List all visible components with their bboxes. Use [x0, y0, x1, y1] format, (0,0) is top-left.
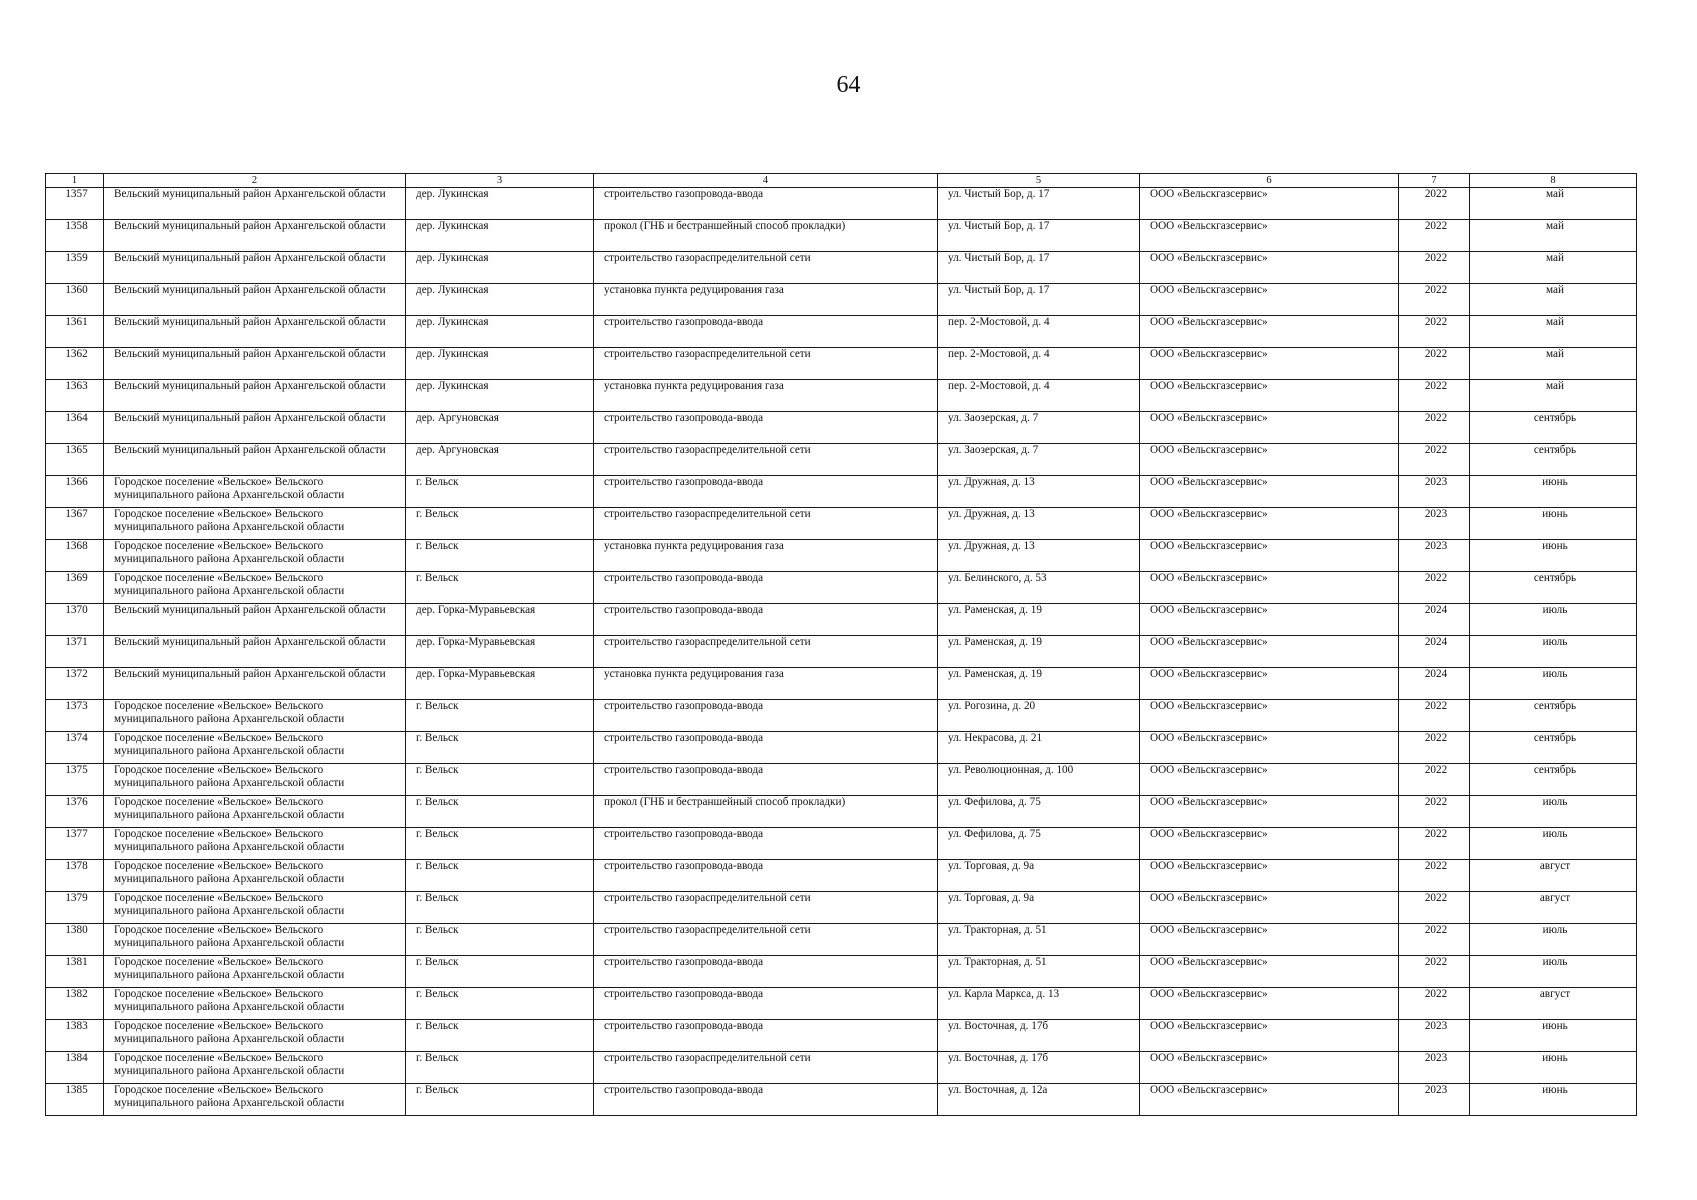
cell-work-type: строительство газопровода-ввода	[594, 700, 938, 732]
column-header: 2	[104, 174, 406, 188]
cell-address: ул. Заозерская, д. 7	[938, 412, 1140, 444]
cell-address: ул. Раменская, д. 19	[938, 636, 1140, 668]
cell-address: ул. Восточная, д. 12а	[938, 1084, 1140, 1116]
cell-municipality: Городское поселение «Вельское» Вельского муниципального района Архангельской области	[104, 988, 406, 1020]
cell-row-number: 1382	[46, 988, 104, 1020]
cell-locality: г. Вельск	[406, 892, 594, 924]
cell-row-number: 1380	[46, 924, 104, 956]
cell-organization: ООО «Вельскгазсервис»	[1140, 988, 1399, 1020]
cell-organization: ООО «Вельскгазсервис»	[1140, 860, 1399, 892]
cell-municipality: Вельский муниципальный район Архангельской области	[104, 668, 406, 700]
cell-address: ул. Восточная, д. 17б	[938, 1020, 1140, 1052]
cell-year: 2023	[1399, 476, 1470, 508]
cell-year: 2022	[1399, 220, 1470, 252]
cell-locality: дер. Горка-Муравьевская	[406, 668, 594, 700]
cell-year: 2022	[1399, 732, 1470, 764]
column-header: 8	[1470, 174, 1637, 188]
cell-work-type: прокол (ГНБ и бестраншейный способ прокладки)	[594, 220, 938, 252]
cell-row-number: 1363	[46, 380, 104, 412]
cell-locality: дер. Лукинская	[406, 188, 594, 220]
table-row	[46, 1052, 1637, 1084]
column-header: 6	[1140, 174, 1399, 188]
cell-address: пер. 2-Мостовой, д. 4	[938, 316, 1140, 348]
table-row	[46, 764, 1637, 796]
table-row	[46, 220, 1637, 252]
cell-locality: дер. Лукинская	[406, 348, 594, 380]
cell-organization: ООО «Вельскгазсервис»	[1140, 316, 1399, 348]
cell-row-number: 1370	[46, 604, 104, 636]
table-row	[46, 508, 1637, 540]
cell-organization: ООО «Вельскгазсервис»	[1140, 476, 1399, 508]
cell-municipality: Городское поселение «Вельское» Вельского муниципального района Архангельской области	[104, 796, 406, 828]
cell-organization: ООО «Вельскгазсервис»	[1140, 732, 1399, 764]
cell-row-number: 1364	[46, 412, 104, 444]
cell-organization: ООО «Вельскгазсервис»	[1140, 700, 1399, 732]
cell-organization: ООО «Вельскгазсервис»	[1140, 668, 1399, 700]
cell-organization: ООО «Вельскгазсервис»	[1140, 764, 1399, 796]
cell-work-type: строительство газопровода-ввода	[594, 732, 938, 764]
table-row	[46, 316, 1637, 348]
cell-year: 2022	[1399, 444, 1470, 476]
cell-organization: ООО «Вельскгазсервис»	[1140, 604, 1399, 636]
cell-row-number: 1359	[46, 252, 104, 284]
cell-year: 2023	[1399, 508, 1470, 540]
table-row	[46, 668, 1637, 700]
cell-year: 2022	[1399, 572, 1470, 604]
table-row	[46, 380, 1637, 412]
cell-year: 2022	[1399, 860, 1470, 892]
cell-year: 2022	[1399, 764, 1470, 796]
cell-locality: г. Вельск	[406, 924, 594, 956]
cell-organization: ООО «Вельскгазсервис»	[1140, 828, 1399, 860]
cell-address: ул. Чистый Бор, д. 17	[938, 220, 1140, 252]
cell-address: ул. Некрасова, д. 21	[938, 732, 1140, 764]
cell-work-type: строительство газораспределительной сети	[594, 892, 938, 924]
cell-row-number: 1362	[46, 348, 104, 380]
cell-row-number: 1358	[46, 220, 104, 252]
cell-locality: дер. Лукинская	[406, 380, 594, 412]
cell-year: 2023	[1399, 540, 1470, 572]
cell-work-type: строительство газопровода-ввода	[594, 828, 938, 860]
cell-municipality: Городское поселение «Вельское» Вельского муниципального района Архангельской области	[104, 508, 406, 540]
cell-locality: г. Вельск	[406, 860, 594, 892]
cell-address: ул. Фефилова, д. 75	[938, 796, 1140, 828]
cell-address: ул. Торговая, д. 9а	[938, 860, 1140, 892]
cell-month: июнь	[1470, 476, 1637, 508]
table-row	[46, 956, 1637, 988]
table-row	[46, 444, 1637, 476]
cell-year: 2022	[1399, 892, 1470, 924]
cell-work-type: строительство газопровода-ввода	[594, 604, 938, 636]
cell-municipality: Вельский муниципальный район Архангельской области	[104, 316, 406, 348]
cell-municipality: Городское поселение «Вельское» Вельского муниципального района Архангельской области	[104, 700, 406, 732]
cell-year: 2023	[1399, 1084, 1470, 1116]
cell-address: ул. Раменская, д. 19	[938, 604, 1140, 636]
column-header: 7	[1399, 174, 1470, 188]
cell-work-type: строительство газопровода-ввода	[594, 1084, 938, 1116]
cell-month: май	[1470, 220, 1637, 252]
cell-organization: ООО «Вельскгазсервис»	[1140, 284, 1399, 316]
cell-month: сентябрь	[1470, 412, 1637, 444]
cell-work-type: строительство газопровода-ввода	[594, 572, 938, 604]
column-number-row	[46, 174, 1637, 188]
cell-locality: г. Вельск	[406, 764, 594, 796]
cell-work-type: строительство газопровода-ввода	[594, 316, 938, 348]
cell-locality: г. Вельск	[406, 1020, 594, 1052]
cell-address: ул. Восточная, д. 17б	[938, 1052, 1140, 1084]
cell-row-number: 1361	[46, 316, 104, 348]
table-row	[46, 988, 1637, 1020]
cell-month: сентябрь	[1470, 732, 1637, 764]
cell-year: 2024	[1399, 668, 1470, 700]
cell-month: май	[1470, 348, 1637, 380]
cell-organization: ООО «Вельскгазсервис»	[1140, 1020, 1399, 1052]
table-row	[46, 252, 1637, 284]
column-header: 5	[938, 174, 1140, 188]
table-row	[46, 892, 1637, 924]
cell-work-type: установка пункта редуцирования газа	[594, 668, 938, 700]
cell-address: ул. Дружная, д. 13	[938, 540, 1140, 572]
cell-address: ул. Заозерская, д. 7	[938, 444, 1140, 476]
cell-locality: дер. Аргуновская	[406, 412, 594, 444]
cell-work-type: установка пункта редуцирования газа	[594, 284, 938, 316]
cell-locality: дер. Горка-Муравьевская	[406, 604, 594, 636]
cell-work-type: строительство газопровода-ввода	[594, 956, 938, 988]
cell-address: ул. Фефилова, д. 75	[938, 828, 1140, 860]
cell-municipality: Вельский муниципальный район Архангельской области	[104, 604, 406, 636]
cell-municipality: Городское поселение «Вельское» Вельского муниципального района Архангельской области	[104, 732, 406, 764]
cell-organization: ООО «Вельскгазсервис»	[1140, 924, 1399, 956]
cell-month: август	[1470, 988, 1637, 1020]
cell-municipality: Городское поселение «Вельское» Вельского муниципального района Архангельской области	[104, 956, 406, 988]
cell-year: 2022	[1399, 188, 1470, 220]
cell-locality: дер. Лукинская	[406, 220, 594, 252]
cell-year: 2022	[1399, 252, 1470, 284]
cell-organization: ООО «Вельскгазсервис»	[1140, 1084, 1399, 1116]
cell-address: ул. Дружная, д. 13	[938, 476, 1140, 508]
table-row	[46, 732, 1637, 764]
cell-municipality: Городское поселение «Вельское» Вельского муниципального района Архангельской области	[104, 924, 406, 956]
table-row	[46, 572, 1637, 604]
cell-address: ул. Рогозина, д. 20	[938, 700, 1140, 732]
cell-organization: ООО «Вельскгазсервис»	[1140, 380, 1399, 412]
cell-month: август	[1470, 860, 1637, 892]
cell-locality: дер. Лукинская	[406, 284, 594, 316]
table-row	[46, 796, 1637, 828]
cell-year: 2022	[1399, 700, 1470, 732]
cell-row-number: 1381	[46, 956, 104, 988]
page-number: 64	[836, 72, 861, 98]
cell-address: ул. Чистый Бор, д. 17	[938, 284, 1140, 316]
cell-month: июнь	[1470, 1052, 1637, 1084]
cell-year: 2022	[1399, 316, 1470, 348]
cell-year: 2022	[1399, 924, 1470, 956]
cell-work-type: строительство газопровода-ввода	[594, 988, 938, 1020]
cell-month: июнь	[1470, 508, 1637, 540]
table-row	[46, 412, 1637, 444]
cell-work-type: строительство газопровода-ввода	[594, 412, 938, 444]
cell-year: 2024	[1399, 636, 1470, 668]
cell-organization: ООО «Вельскгазсервис»	[1140, 956, 1399, 988]
cell-organization: ООО «Вельскгазсервис»	[1140, 1052, 1399, 1084]
cell-address: ул. Тракторная, д. 51	[938, 956, 1140, 988]
cell-year: 2022	[1399, 828, 1470, 860]
cell-municipality: Городское поселение «Вельское» Вельского муниципального района Архангельской области	[104, 764, 406, 796]
cell-address: ул. Карла Маркса, д. 13	[938, 988, 1140, 1020]
cell-row-number: 1375	[46, 764, 104, 796]
cell-month: июль	[1470, 668, 1637, 700]
cell-municipality: Вельский муниципальный район Архангельской области	[104, 380, 406, 412]
cell-municipality: Городское поселение «Вельское» Вельского муниципального района Архангельской области	[104, 892, 406, 924]
cell-year: 2024	[1399, 604, 1470, 636]
table-row	[46, 636, 1637, 668]
cell-work-type: строительство газораспределительной сети	[594, 924, 938, 956]
cell-work-type: строительство газопровода-ввода	[594, 860, 938, 892]
cell-locality: дер. Горка-Муравьевская	[406, 636, 594, 668]
cell-year: 2022	[1399, 348, 1470, 380]
table-row	[46, 476, 1637, 508]
table-row	[46, 860, 1637, 892]
cell-locality: г. Вельск	[406, 1084, 594, 1116]
cell-municipality: Городское поселение «Вельское» Вельского муниципального района Архангельской области	[104, 476, 406, 508]
cell-locality: г. Вельск	[406, 700, 594, 732]
cell-year: 2023	[1399, 1052, 1470, 1084]
cell-month: июнь	[1470, 540, 1637, 572]
cell-row-number: 1385	[46, 1084, 104, 1116]
cell-month: май	[1470, 316, 1637, 348]
cell-year: 2022	[1399, 380, 1470, 412]
cell-month: май	[1470, 380, 1637, 412]
cell-work-type: строительство газораспределительной сети	[594, 444, 938, 476]
cell-work-type: строительство газораспределительной сети	[594, 1052, 938, 1084]
cell-month: июль	[1470, 828, 1637, 860]
cell-organization: ООО «Вельскгазсервис»	[1140, 540, 1399, 572]
cell-row-number: 1372	[46, 668, 104, 700]
cell-locality: г. Вельск	[406, 796, 594, 828]
cell-organization: ООО «Вельскгазсервис»	[1140, 444, 1399, 476]
cell-month: июль	[1470, 636, 1637, 668]
cell-municipality: Вельский муниципальный район Архангельской области	[104, 220, 406, 252]
cell-organization: ООО «Вельскгазсервис»	[1140, 220, 1399, 252]
cell-municipality: Вельский муниципальный район Архангельской области	[104, 252, 406, 284]
cell-month: июль	[1470, 956, 1637, 988]
cell-row-number: 1383	[46, 1020, 104, 1052]
cell-municipality: Городское поселение «Вельское» Вельского муниципального района Архангельской области	[104, 1020, 406, 1052]
cell-organization: ООО «Вельскгазсервис»	[1140, 572, 1399, 604]
cell-address: пер. 2-Мостовой, д. 4	[938, 380, 1140, 412]
cell-address: ул. Чистый Бор, д. 17	[938, 188, 1140, 220]
cell-municipality: Городское поселение «Вельское» Вельского муниципального района Архангельской области	[104, 828, 406, 860]
cell-organization: ООО «Вельскгазсервис»	[1140, 348, 1399, 380]
cell-locality: дер. Аргуновская	[406, 444, 594, 476]
cell-address: ул. Дружная, д. 13	[938, 508, 1140, 540]
cell-work-type: строительство газопровода-ввода	[594, 476, 938, 508]
cell-month: июль	[1470, 604, 1637, 636]
cell-address: ул. Торговая, д. 9а	[938, 892, 1140, 924]
cell-municipality: Городское поселение «Вельское» Вельского муниципального района Архангельской области	[104, 860, 406, 892]
cell-month: май	[1470, 188, 1637, 220]
cell-month: август	[1470, 892, 1637, 924]
table-row	[46, 1020, 1637, 1052]
table-row	[46, 604, 1637, 636]
cell-row-number: 1378	[46, 860, 104, 892]
cell-work-type: строительство газораспределительной сети	[594, 636, 938, 668]
cell-organization: ООО «Вельскгазсервис»	[1140, 892, 1399, 924]
cell-row-number: 1373	[46, 700, 104, 732]
cell-locality: г. Вельск	[406, 572, 594, 604]
cell-work-type: строительство газораспределительной сети	[594, 508, 938, 540]
table-row	[46, 924, 1637, 956]
cell-municipality: Вельский муниципальный район Архангельской области	[104, 284, 406, 316]
cell-year: 2022	[1399, 412, 1470, 444]
cell-month: сентябрь	[1470, 700, 1637, 732]
cell-locality: г. Вельск	[406, 476, 594, 508]
cell-row-number: 1360	[46, 284, 104, 316]
cell-work-type: установка пункта редуцирования газа	[594, 380, 938, 412]
cell-year: 2022	[1399, 956, 1470, 988]
cell-row-number: 1369	[46, 572, 104, 604]
cell-organization: ООО «Вельскгазсервис»	[1140, 796, 1399, 828]
table-row	[46, 540, 1637, 572]
cell-address: ул. Раменская, д. 19	[938, 668, 1140, 700]
cell-locality: г. Вельск	[406, 540, 594, 572]
table-row	[46, 348, 1637, 380]
cell-address: пер. 2-Мостовой, д. 4	[938, 348, 1140, 380]
cell-month: сентябрь	[1470, 572, 1637, 604]
cell-organization: ООО «Вельскгазсервис»	[1140, 508, 1399, 540]
table-row	[46, 700, 1637, 732]
cell-year: 2022	[1399, 284, 1470, 316]
cell-address: ул. Тракторная, д. 51	[938, 924, 1140, 956]
cell-work-type: прокол (ГНБ и бестраншейный способ прокладки)	[594, 796, 938, 828]
cell-organization: ООО «Вельскгазсервис»	[1140, 636, 1399, 668]
cell-month: сентябрь	[1470, 764, 1637, 796]
cell-locality: г. Вельск	[406, 732, 594, 764]
cell-work-type: строительство газопровода-ввода	[594, 188, 938, 220]
table-row	[46, 828, 1637, 860]
cell-row-number: 1368	[46, 540, 104, 572]
cell-work-type: строительство газораспределительной сети	[594, 348, 938, 380]
column-header: 4	[594, 174, 938, 188]
cell-work-type: установка пункта редуцирования газа	[594, 540, 938, 572]
cell-year: 2022	[1399, 796, 1470, 828]
cell-municipality: Городское поселение «Вельское» Вельского муниципального района Архангельской области	[104, 540, 406, 572]
cell-row-number: 1377	[46, 828, 104, 860]
cell-municipality: Городское поселение «Вельское» Вельского муниципального района Архангельской области	[104, 572, 406, 604]
cell-locality: дер. Лукинская	[406, 252, 594, 284]
cell-municipality: Вельский муниципальный район Архангельской области	[104, 636, 406, 668]
cell-row-number: 1379	[46, 892, 104, 924]
cell-locality: дер. Лукинская	[406, 316, 594, 348]
cell-month: сентябрь	[1470, 444, 1637, 476]
cell-row-number: 1384	[46, 1052, 104, 1084]
cell-organization: ООО «Вельскгазсервис»	[1140, 412, 1399, 444]
cell-work-type: строительство газопровода-ввода	[594, 1020, 938, 1052]
cell-row-number: 1365	[46, 444, 104, 476]
cell-municipality: Вельский муниципальный район Архангельской области	[104, 444, 406, 476]
cell-municipality: Вельский муниципальный район Архангельской области	[104, 412, 406, 444]
cell-address: ул. Чистый Бор, д. 17	[938, 252, 1140, 284]
column-header: 1	[46, 174, 104, 188]
cell-row-number: 1366	[46, 476, 104, 508]
cell-municipality: Вельский муниципальный район Архангельской области	[104, 348, 406, 380]
cell-month: июнь	[1470, 1020, 1637, 1052]
cell-municipality: Вельский муниципальный район Архангельской области	[104, 188, 406, 220]
cell-locality: г. Вельск	[406, 1052, 594, 1084]
cell-row-number: 1374	[46, 732, 104, 764]
cell-locality: г. Вельск	[406, 956, 594, 988]
cell-month: июль	[1470, 924, 1637, 956]
cell-locality: г. Вельск	[406, 508, 594, 540]
cell-organization: ООО «Вельскгазсервис»	[1140, 188, 1399, 220]
cell-year: 2022	[1399, 988, 1470, 1020]
table-row	[46, 188, 1637, 220]
gasification-table	[45, 173, 1637, 1116]
cell-row-number: 1376	[46, 796, 104, 828]
cell-address: ул. Белинского, д. 53	[938, 572, 1140, 604]
cell-municipality: Городское поселение «Вельское» Вельского муниципального района Архангельской области	[104, 1052, 406, 1084]
cell-row-number: 1367	[46, 508, 104, 540]
cell-address: ул. Революционная, д. 100	[938, 764, 1140, 796]
cell-locality: г. Вельск	[406, 988, 594, 1020]
cell-year: 2023	[1399, 1020, 1470, 1052]
table-row	[46, 284, 1637, 316]
cell-month: июль	[1470, 796, 1637, 828]
cell-month: май	[1470, 252, 1637, 284]
cell-work-type: строительство газопровода-ввода	[594, 764, 938, 796]
cell-month: май	[1470, 284, 1637, 316]
cell-locality: г. Вельск	[406, 828, 594, 860]
column-header: 3	[406, 174, 594, 188]
cell-month: июнь	[1470, 1084, 1637, 1116]
table-row	[46, 1084, 1637, 1116]
cell-row-number: 1357	[46, 188, 104, 220]
table-body	[46, 188, 1637, 1116]
cell-row-number: 1371	[46, 636, 104, 668]
cell-organization: ООО «Вельскгазсервис»	[1140, 252, 1399, 284]
cell-work-type: строительство газораспределительной сети	[594, 252, 938, 284]
cell-municipality: Городское поселение «Вельское» Вельского муниципального района Архангельской области	[104, 1084, 406, 1116]
